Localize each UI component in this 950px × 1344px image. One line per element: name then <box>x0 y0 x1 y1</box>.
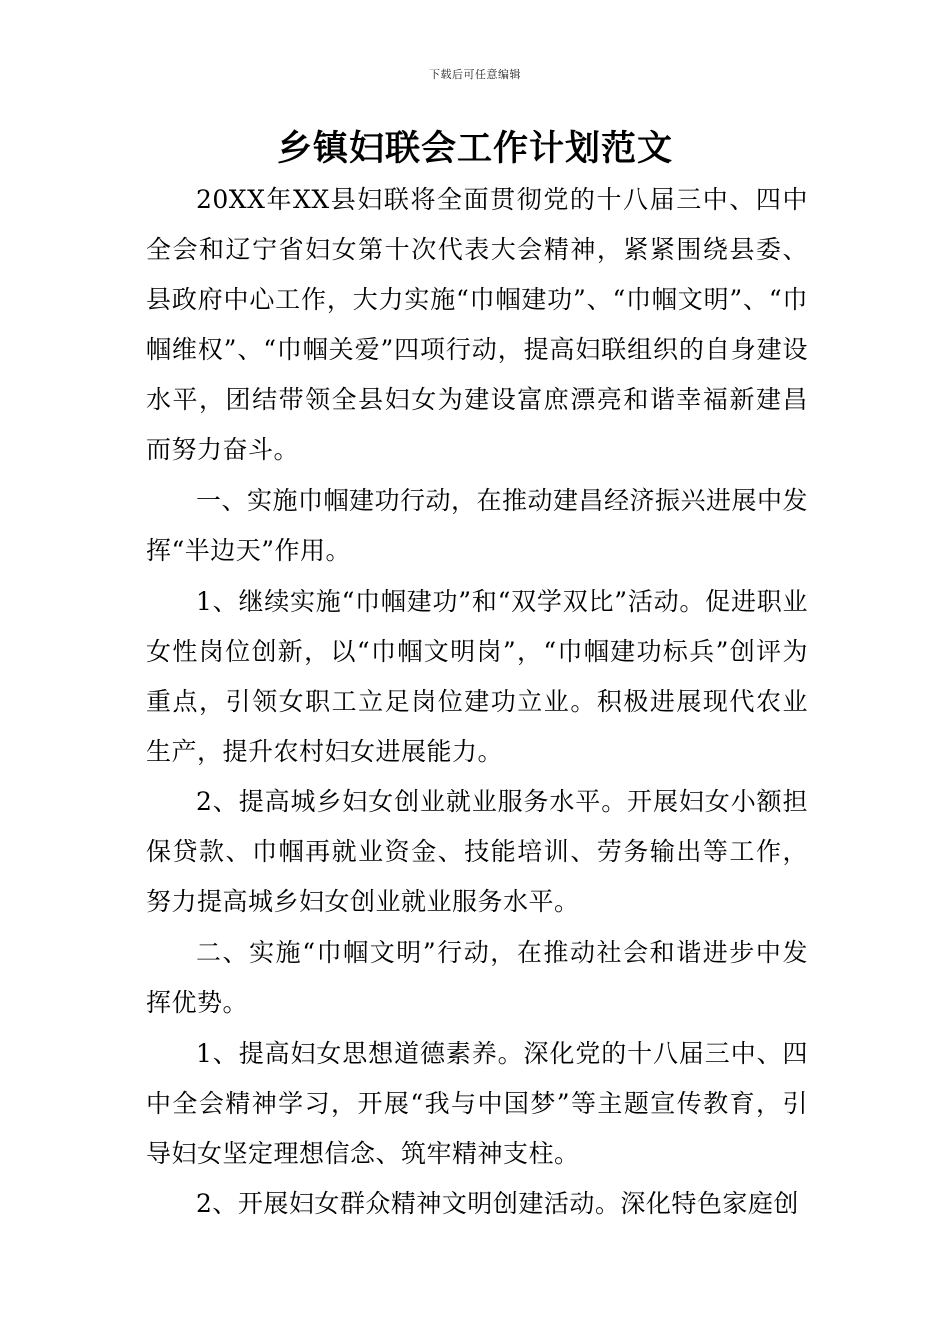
section-one-item-1: 1、继续实施“巾帼建功”和“双学双比”活动。促进职业女性岗位创新，以“巾帼文明岗”，“巾帼建功标兵”创评为重点，引领女职工立足岗位建功立业。积极进展现代农业生产，提升农村妇女进展能力。 <box>146 587 808 766</box>
section-two-item-2: 2、开展妇女群众精神文明创建活动。深化特色家庭创 <box>196 1189 799 1218</box>
section-two-item-1: 1、提高妇女思想道德素养。深化党的十八届三中、四中全会精神学习，开展“我与中国梦”等主题宣传教育，引导妇女坚定理想信念、筑牢精神支柱。 <box>146 1039 808 1168</box>
section-one-heading: 一、实施巾帼建功行动，在推动建昌经济振兴进展中发挥“半边天”作用。 <box>146 486 809 565</box>
download-note: 下载后可任意编辑 <box>429 68 521 81</box>
intro-paragraph: 20XX年XX县妇联将全面贯彻党的十八届三中、四中全会和辽宁省妇女第十次代表大会精神，紧紧围绕县委、县政府中心工作，大力实施“巾帼建功”、“巾帼文明”、“巾帼维权”、“巾帼关爱”四项行动，提高妇联组织的自身建设水平，团结带领全县妇女为建设富庶漂亮和谐幸福新建昌而努力奋斗。 <box>146 185 808 464</box>
document-title: 乡镇妇联会工作计划范文 <box>276 129 673 169</box>
section-two-heading: 二、实施“巾帼文明”行动，在推动社会和谐进步中发挥优势。 <box>146 938 808 1017</box>
document-body <box>146 175 808 1229</box>
section-one-item-2: 2、提高城乡妇女创业就业服务水平。开展妇女小额担保贷款、巾帼再就业资金、技能培训、劳务输出等工作，努力提高城乡妇女创业就业服务水平。 <box>146 787 808 916</box>
